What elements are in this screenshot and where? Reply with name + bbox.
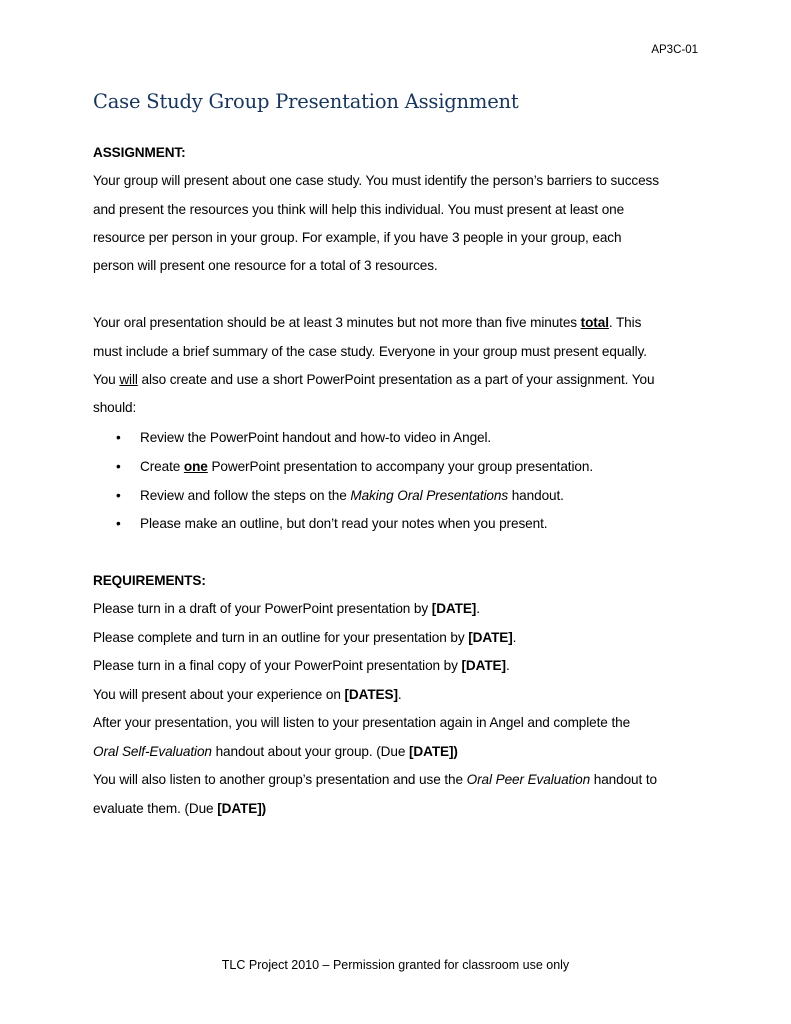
- text: handout to: [590, 772, 658, 787]
- bullet-item: [116, 486, 564, 506]
- bullet-item: [116, 514, 547, 534]
- requirement-line: [93, 656, 510, 676]
- text: .: [512, 630, 517, 645]
- date-placeholder: [DATE]: [468, 630, 513, 645]
- page-footer: TLC Project 2010 – Permission granted for classroom use only: [221, 958, 570, 972]
- requirement-line: [93, 742, 458, 762]
- date-placeholder: [DATES]: [344, 687, 398, 702]
- emphasis-one: one: [183, 459, 208, 474]
- requirement-line: [93, 799, 266, 819]
- text: Please complete and turn in an outline for your presentation by: [93, 630, 469, 645]
- bullet-icon: •: [116, 430, 121, 445]
- text: evaluate them. (Due: [93, 801, 218, 816]
- bullet-item: [116, 457, 593, 477]
- emphasis-total: total: [580, 315, 609, 330]
- text: Please make an outline, but don’t read your notes when you present.: [140, 516, 548, 531]
- date-placeholder: [DATE]): [408, 744, 458, 759]
- text: handout about your group. (Due: [211, 744, 409, 759]
- text: Your oral presentation should be at least 3 minutes but not more than five minutes: [93, 315, 581, 330]
- paragraph-line: must include a brief summary of the case study. Everyone in your group must present equally.: [93, 344, 647, 359]
- requirement-line: [93, 770, 657, 790]
- text: Create: [140, 459, 184, 474]
- handout-title: Making Oral Presentations: [350, 488, 509, 503]
- bullet-icon: •: [116, 459, 121, 474]
- text: . This: [608, 315, 642, 330]
- page-title: Case Study Group Presentation Assignment: [93, 90, 519, 113]
- text: .: [476, 601, 480, 616]
- date-placeholder: [DATE]: [461, 658, 506, 673]
- paragraph-line: [93, 370, 654, 390]
- paragraph-line: person will present one resource for a total of 3 resources.: [93, 258, 438, 273]
- text: You will also listen to another group’s presentation and use the: [93, 772, 467, 787]
- text: handout.: [508, 488, 564, 503]
- heading-text: REQUIREMENTS:: [93, 573, 206, 588]
- text: Please turn in a draft of your PowerPoint presentation by: [93, 601, 432, 616]
- bullet-icon: •: [116, 488, 121, 503]
- text: PowerPoint presentation to accompany your group presentation.: [207, 459, 593, 474]
- paragraph-line: resource per person in your group. For example, if you have 3 people in your group, each: [93, 230, 622, 245]
- handout-title: Oral Self-Evaluation: [93, 744, 212, 759]
- paragraph-line: Your group will present about one case study. You must identify the person’s barriers to success: [93, 173, 659, 188]
- requirement-line: [93, 685, 402, 705]
- requirement-line: [93, 628, 516, 648]
- handout-title: Oral Peer Evaluation: [466, 772, 591, 787]
- text: Please turn in a final copy of your PowerPoint presentation by: [93, 658, 462, 673]
- heading-text: ASSIGNMENT:: [93, 145, 186, 160]
- text: You will present about your experience on: [93, 687, 345, 702]
- date-placeholder: [DATE]): [217, 801, 267, 816]
- paragraph-line: and present the resources you think will help this individual. You must present at least one: [93, 202, 625, 217]
- emphasis-will: will: [119, 372, 138, 387]
- paragraph-line: should:: [93, 400, 137, 415]
- document-code: AP3C-01: [651, 44, 698, 56]
- text: .: [397, 687, 402, 702]
- bullet-icon: •: [116, 516, 121, 531]
- date-placeholder: [DATE]: [431, 601, 477, 616]
- text: also create and use a short PowerPoint presentation as a part of your assignment. You: [137, 372, 655, 387]
- requirement-line: [93, 599, 480, 619]
- bullet-item: [116, 428, 491, 448]
- requirement-line: After your presentation, you will listen to your presentation again in Angel and complete the: [93, 715, 631, 730]
- assignment-heading: [93, 143, 186, 163]
- text: You: [93, 372, 120, 387]
- text: .: [505, 658, 510, 673]
- text: Review and follow the steps on the: [140, 488, 351, 503]
- requirements-heading: [93, 571, 206, 591]
- paragraph-line: [93, 313, 641, 333]
- text: Review the PowerPoint handout and how-to video in Angel.: [140, 430, 492, 445]
